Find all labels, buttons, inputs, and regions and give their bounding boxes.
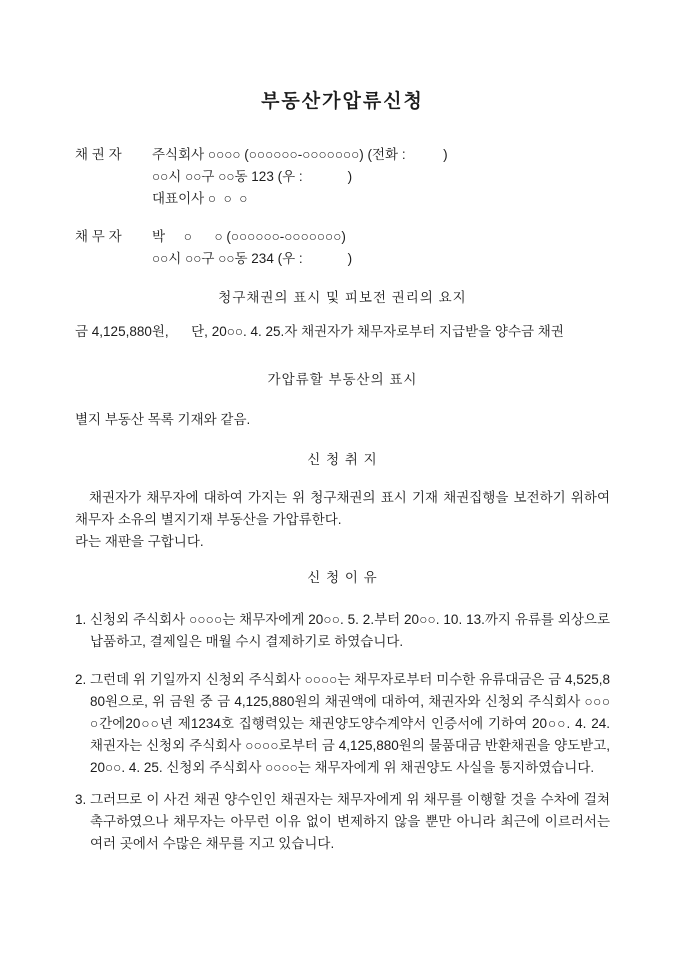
purport-paragraph: 채권자가 채무자에 대하여 가지는 위 청구채권의 표시 기재 채권집행을 보전하기 위하여 채무자 소유의 별지기재 부동산을 가압류한다. (75, 490, 610, 527)
reasons-section-heading: 신 청 이 유 (307, 570, 378, 585)
creditor-block (75, 144, 610, 210)
reason-item-3-text: 그러므로 이 사건 채권 양수인인 채권자는 채무자에게 위 채무를 이행할 것을 수차에 걸쳐 촉구하였으나 채무자는 아무런 이유 없이 변제하지 않을 뿐만 아니라 최근에 이르러서는 여러 곳에서 수많은 채무를 지고 있습니다. (90, 792, 610, 851)
reason-item-1-text: 신청외 주식회사 ○○○○는 채무자에게 20○○. 5. 2.부터 20○○. 10. 13.까지 유류를 외상으로 납품하고, 결제일은 매월 수시 결제하기로 하였습니다. (90, 612, 610, 649)
property-reference-line: 별지 부동산 목록 기재와 같음. (75, 412, 251, 427)
creditor-address-line: ○○시 ○○구 ○○동 123 (우 : ) (152, 169, 353, 184)
property-section-heading: 가압류할 부동산의 표시 (267, 372, 418, 387)
debtor-label: 채 무 자 (75, 229, 122, 244)
reason-item-2-number: 2. (75, 672, 87, 687)
debtor-name-line: 박 ○ ○ (○○○○○○-○○○○○○○) (152, 229, 346, 244)
purport-section-heading: 신 청 취 지 (307, 452, 378, 467)
debtor-details (152, 226, 610, 270)
claim-amount-line: 금 4,125,880원, 단, 20○○. 4. 25.자 채권자가 채무자로부터 지급받을 양수금 채권 (75, 324, 564, 339)
reason-item-3 (75, 789, 610, 855)
purport-closing-line: 라는 재판을 구합니다. (75, 534, 204, 549)
document-title: 부동산가압류신청 (261, 91, 424, 112)
debtor-block (75, 226, 610, 270)
creditor-name-line: 주식회사 ○○○○ (○○○○○○-○○○○○○○) (전화 : ) (152, 147, 448, 162)
claim-section-heading: 청구채권의 표시 및 피보전 권리의 요지 (218, 290, 467, 305)
reason-item-2 (75, 669, 610, 779)
creditor-representative-line: 대표이사 ○ ○ ○ (152, 191, 248, 206)
creditor-label: 채 권 자 (75, 147, 122, 162)
reason-item-1-number: 1. (75, 612, 87, 627)
reason-item-2-text: 그런데 위 기일까지 신청외 주식회사 ○○○○는 채무자로부터 미수한 유류대금은 금 4,525,880원으로, 위 금원 중 금 4,125,880원의 채권액에 대하여, 채권자와 신청외 주식회사 ○○○○간에20○○년 제1234호 집행력있는 채권양도양수계약서 인증서에 기하여 20○○. 4. 24. 채권자는 신청외 주식회사 ○○○○로부터 금 4,125,880원의 물품대금 반환채권을 양도받고, 20○○. 4. 25. 신청외 주식회사 ○○○○는 채무자에게 위 채권양도 사실을 통지하였습니다. (90, 672, 610, 775)
debtor-address-line: ○○시 ○○구 ○○동 234 (우 : ) (152, 251, 353, 266)
reason-item-1 (75, 609, 610, 653)
creditor-details (152, 144, 610, 210)
reason-item-3-number: 3. (75, 792, 87, 807)
